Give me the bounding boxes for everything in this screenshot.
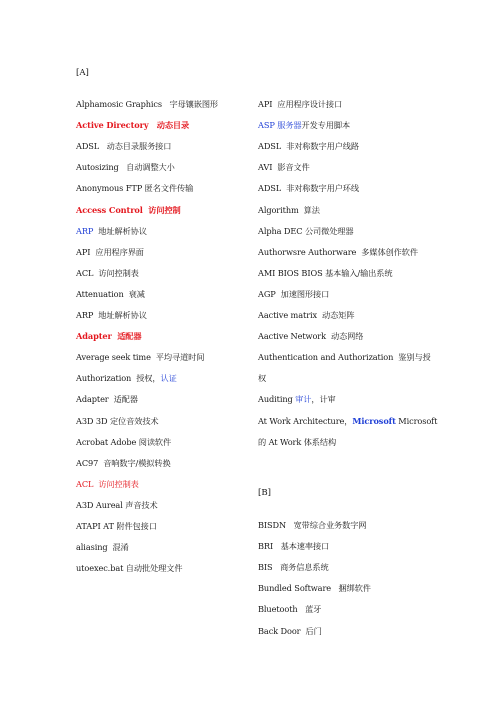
entry-text: Bluetooth 蓝牙: [258, 604, 322, 615]
glossary-entry: [258, 205, 320, 215]
entry-text: Autosizing 自动调整大小: [76, 162, 175, 173]
glossary-entry: [76, 268, 139, 278]
glossary-entry: [258, 394, 336, 404]
glossary-entry: [76, 120, 189, 130]
glossary-entry: [76, 500, 158, 510]
glossary-entry: [76, 289, 145, 299]
entry-text: AMI BIOS BIOS 基本输入/输出系统: [258, 267, 393, 278]
entry-text: A3D Aureal 声音技术: [76, 499, 158, 510]
entry-text: ARP: [76, 225, 94, 236]
entry-text: 认证: [160, 373, 177, 384]
entry-text: 审计: [295, 394, 312, 405]
glossary-entry: [258, 352, 431, 362]
glossary-entry: [258, 373, 266, 383]
entry-text: AC97 音响数字/模拟转换: [76, 457, 171, 468]
entry-text: aliasing 混淆: [76, 542, 129, 553]
entry-text: Adapter 适配器: [76, 394, 138, 405]
entry-text: ADSL 非对称数字用户环线: [258, 183, 359, 194]
section-heading-a: [A]: [76, 68, 89, 78]
entry-text: Back Door 后门: [258, 625, 322, 636]
entry-text: Algorithm 算法: [258, 204, 320, 215]
glossary-entry: [76, 310, 147, 320]
glossary-entry: [258, 583, 371, 593]
glossary-entry: [76, 162, 175, 172]
entry-text: utoexec.bat 自动批处理文件: [76, 563, 183, 574]
glossary-entry: [76, 352, 204, 362]
glossary-entry: [258, 331, 363, 341]
entry-text: API 应用程序设计接口: [258, 99, 343, 109]
glossary-entry: [76, 479, 139, 489]
glossary-entry: [258, 626, 322, 636]
entry-text: Microsoft: [395, 415, 438, 426]
entry-text: ACL 访问控制表: [76, 478, 139, 489]
glossary-entry: [258, 310, 354, 320]
entry-text: Alphamosic Graphics 字母镶嵌图形: [76, 99, 219, 109]
entry-text: API 应用程序界面: [76, 246, 144, 257]
entry-text: At Work Architecture，: [258, 415, 353, 426]
entry-text: Alpha DEC 公司微处理器: [258, 225, 354, 236]
glossary-entry: [76, 458, 171, 468]
glossary-entry: [258, 604, 321, 614]
section-heading-b: [B]: [258, 488, 272, 498]
glossary-entry: [258, 416, 437, 426]
entry-text: Auditing: [258, 394, 296, 405]
glossary-entry: [258, 520, 366, 530]
entry-text: Active Directory 动态目录: [76, 120, 190, 131]
glossary-entry: [76, 141, 171, 151]
entry-text: 的 At Work 体系结构: [258, 436, 337, 447]
glossary-entry: [76, 183, 193, 193]
glossary-entry: [76, 521, 157, 531]
entry-text: ASP 服务器: [258, 120, 302, 131]
glossary-entry: [76, 563, 182, 573]
entry-text: AGP 加速图形接口: [258, 288, 330, 299]
entry-text: Attenuation 衰减: [76, 288, 145, 299]
glossary-entry: [258, 162, 310, 172]
entry-text: Aactive matrix 动态矩阵: [258, 310, 355, 320]
entry-text: 地址解析协议: [93, 225, 147, 236]
entry-text: Access Control 访问控制: [76, 204, 181, 215]
glossary-entry: [76, 99, 218, 109]
entry-text: Microsoft: [352, 415, 396, 426]
entry-text: Authorwsre Authorware 多媒体创作软件: [258, 246, 418, 257]
entry-text: ACL 访问控制表: [76, 267, 139, 278]
glossary-entry: [76, 205, 181, 215]
glossary-entry: [258, 437, 336, 447]
entry-text: Average seek time 平均寻道时间: [76, 352, 205, 363]
glossary-entry: [258, 268, 392, 278]
entry-text: BISDN 宽带综合业务数字网: [258, 520, 367, 530]
entry-text: Acrobat Adobe 阅读软件: [76, 436, 172, 447]
entry-text: ADSL 非对称数字用户线路: [258, 141, 359, 152]
glossary-entry: [258, 289, 329, 299]
entry-text: BRI 基本速率接口: [258, 541, 330, 552]
entry-text: ADSL 动态目录服务接口: [76, 141, 172, 152]
glossary-entry: [76, 226, 147, 236]
entry-text: Bundled Software 捆绑软件: [258, 583, 371, 594]
glossary-entry: [76, 394, 138, 404]
entry-text: AVI 影音文件: [258, 162, 310, 173]
glossary-entry: [76, 437, 171, 447]
glossary-entry: [258, 541, 329, 551]
entry-text: 开发专用脚本: [301, 120, 351, 131]
glossary-entry: [76, 373, 177, 383]
glossary-entry: [76, 416, 159, 426]
glossary-entry: [258, 141, 359, 151]
glossary-entry: [258, 226, 353, 236]
glossary-entry: [258, 99, 342, 109]
glossary-entry: [258, 120, 350, 130]
glossary-entry: [258, 562, 329, 572]
entry-text: Adapter 适配器: [76, 331, 142, 342]
entry-text: Anonymous FTP 匿名文件传输: [76, 183, 194, 194]
entry-text: Aactive Network 动态网络: [258, 331, 364, 342]
glossary-entry: [76, 331, 141, 341]
entry-text: A3D 3D 定位音效技术: [76, 415, 159, 426]
glossary-entry: [258, 247, 418, 257]
entry-text: Authorization 授权，: [76, 373, 161, 384]
entry-text: ARP 地址解析协议: [76, 310, 147, 320]
entry-text: BIS 商务信息系统: [258, 562, 329, 573]
entry-text: ，计审: [311, 394, 336, 405]
glossary-entry: [76, 247, 144, 257]
entry-text: 权: [258, 373, 267, 384]
glossary-entry: [76, 542, 129, 552]
entry-text: Authentication and Authorization 鉴别与授: [258, 352, 431, 363]
glossary-entry: [258, 183, 359, 193]
entry-text: ATAPI AT 附件包接口: [76, 521, 157, 531]
